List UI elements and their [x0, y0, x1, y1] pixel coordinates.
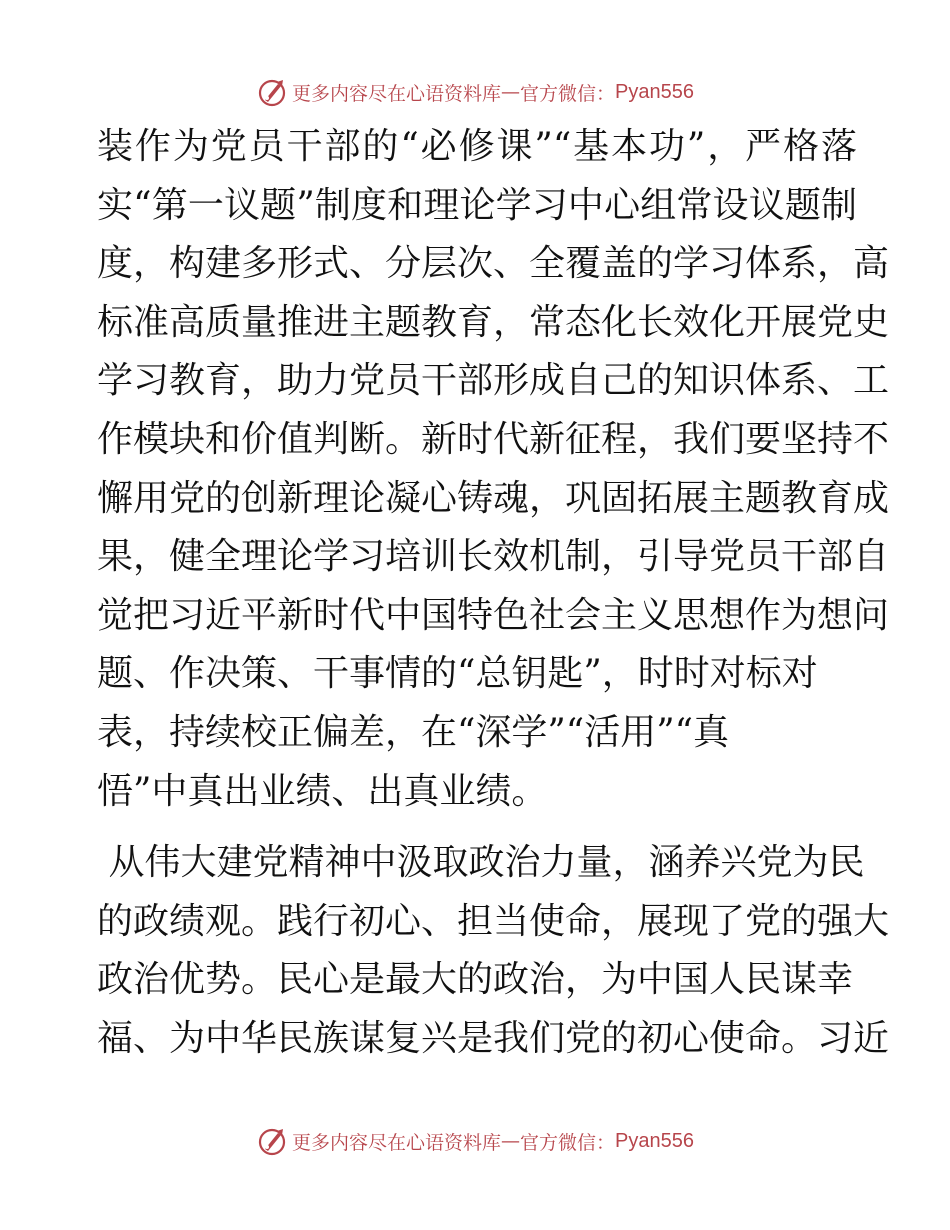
text-line: 懈用党的创新理论凝心铸魂，巩固拓展主题教育成: [97, 477, 890, 519]
text-line: 作模块和价值判断。新时代新征程，我们要坚持不: [97, 418, 890, 460]
dash-separator: —: [501, 1130, 521, 1152]
contact-label: 官方微信：: [520, 82, 616, 105]
text-line: 度，构建多形式、分层次、全覆盖的学习体系，高: [97, 243, 890, 285]
text-line: 标准高质量推进主题教育，常态化长效化开展党史: [97, 301, 890, 343]
text-line: 实“第一议题”制度和理论学习中心组常设议题制: [97, 184, 857, 226]
brand-text: 更多内容尽在心语资料库: [292, 1131, 502, 1154]
dash-separator: —: [501, 81, 521, 103]
text-line: 觉把习近平新时代中国特色社会主义思想作为想问: [97, 594, 890, 636]
quill-pen-logo-icon: [256, 1125, 288, 1157]
text-line: 从伟大建党精神中汲取政治力量，涵养兴党为民: [97, 842, 865, 883]
text-line: 学习教育，助力党员干部形成自己的知识体系、工: [97, 360, 890, 402]
header-watermark-banner: [0, 72, 950, 112]
text-line: 题、作决策、干事情的“总钥匙”，时时对标对: [97, 653, 818, 695]
paragraph-2: [97, 834, 890, 1068]
text-line: 悟”中真出业绩、出真业绩。: [97, 770, 548, 812]
text-line: 的政绩观。践行初心、担当使命，展现了党的强大: [97, 900, 890, 942]
text-line: 福、为中华民族谋复兴是我们党的初心使命。习近: [97, 1017, 890, 1059]
quill-pen-logo-icon: [256, 76, 288, 108]
brand-text: 更多内容尽在心语资料库: [292, 82, 502, 105]
wechat-id: Pyan556: [615, 80, 694, 103]
text-line: 政治优势。民心是最大的政治，为中国人民谋幸: [97, 959, 854, 1001]
text-line: 表，持续校正偏差，在“深学”“活用”“真: [97, 711, 730, 753]
paragraph-1: [97, 118, 890, 821]
text-line: 果，健全理论学习培训长效机制，引导党员干部自: [97, 536, 890, 578]
footer-watermark-banner: [0, 1121, 950, 1161]
text-line: 装作为党员干部的“必修课”“基本功”，严格落: [97, 126, 857, 167]
wechat-id: Pyan556: [615, 1129, 694, 1152]
contact-label: 官方微信：: [520, 1131, 616, 1154]
